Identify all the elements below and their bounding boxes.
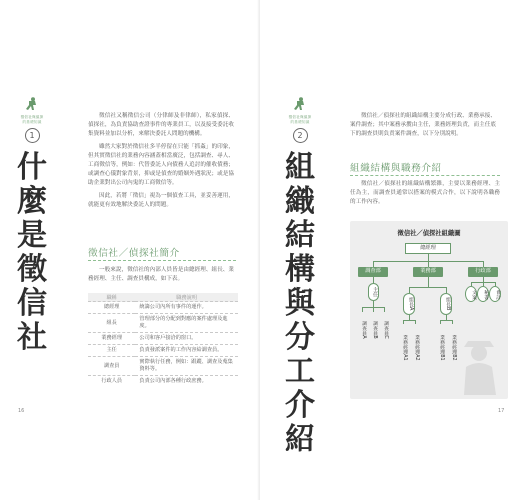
node-investigator-c: 調查員C [383,321,388,339]
detective-silhouette-icon [454,327,504,395]
node-staff-a2: 業務經理A2 [414,335,419,361]
connector [373,307,374,312]
detective-running-icon [292,97,308,111]
section-title: 組織結構與職務介紹 [350,163,442,174]
section-divider [350,175,500,176]
connector [428,254,429,261]
page-number: 17 [498,408,505,414]
node-staff-b1: 業務經理B1 [439,335,444,361]
paragraph: 雖然大家對於徵信社多半停留在只能「抓姦」的印象，但其實徵信社的業務內容涵蓋相當廣泛，包括調查、尋人、工商徵信等，例如：代替委託人向債務人追討的催收債務；或調查心儀對象背景，抑或是偵查的婚姻外遇狀況；或是協助企業對出公司內鬼的工商徵信等。 [88,143,234,187]
connector [409,287,447,288]
section-divider [88,260,236,261]
connector [415,320,416,324]
chapter-runner-top: 徵信社與偵探 [20,115,44,119]
paragraph: 徵信社／偵探社的組織結構主要分成行政、業務承接、案件調查；其中案務承攬由主任，業務經理負責，而主任底下的調查員則負責案件調查，以下分別說明。 [350,113,496,138]
node-ceo: 總經理 [405,243,451,254]
node-admin-accountant: 會計 [489,286,501,302]
duty-cell: 管理部分的分配到對應的案件處理及進度。 [135,314,238,333]
connector [384,307,385,312]
chapter-number: 2 [293,128,308,143]
role-cell: 調查員 [88,357,135,376]
role-cell: 業務經理 [88,333,135,345]
table-row [88,357,238,376]
connector [403,320,404,324]
node-investigator-b: 調查員B [372,321,377,339]
table-row [88,314,238,333]
duty-cell: 負責公司內部各種行政庶務。 [135,376,238,388]
chapter-runner-bottom: 的基礎知識 [22,120,42,124]
intro-text [88,112,234,213]
chapter-vertical-title: 組織結構與分工介紹 [285,150,315,457]
role-cell: 總經理 [88,302,135,314]
chapter-runner-top: 徵信社與偵探 [288,115,312,119]
section-intro [350,180,500,211]
duty-cell: 統籌公司內所有事件的運作。 [135,302,238,314]
detective-running-icon [24,97,40,111]
section-title: 徵信社／偵探社簡介 [88,248,180,259]
table-header-duty: 職務說明 [135,293,238,302]
org-chart [350,221,508,399]
page-number: 16 [18,408,25,414]
connector [373,261,484,262]
node-supervisor: 主任 [368,283,379,301]
connector [452,320,453,324]
table-row [88,376,238,388]
role-cell: 行政人員 [88,376,135,388]
org-chart-title: 徵信社／偵探社組織圖 [397,230,461,237]
paragraph: 徵信社又稱徵信公司（分律師及非律師），私家偵探、偵探社，為負責協助查證事件的專業員工，以及接受委託收集資料並加以分析，來解決委託人問題的機構。 [88,113,234,138]
role-cell: 主任 [88,345,135,357]
node-dept-admin: 行政部 [468,267,498,277]
node-staff-b2: 業務經理B2 [451,335,456,361]
node-staff-a1: 業務經理A1 [402,335,407,361]
table-header-role: 職稱 [88,293,135,302]
roles-table [88,293,238,387]
chapter-vertical-title: 什麼是徵信社 [17,150,47,355]
connector [440,320,441,324]
node-group-lead-b: 組長B [440,293,452,315]
org-intro-text [350,112,496,143]
connector [428,277,429,287]
connector [362,307,363,312]
node-admin-secretary: 秘書 [477,286,489,302]
section-intro [88,266,234,287]
duty-cell: 實際執行任務，例如：跟蹤、調查及蒐集資料等。 [135,357,238,376]
node-investigator-a: 調查員A [361,321,366,339]
duty-cell: 公司和客戶接洽的窗口。 [135,333,238,345]
node-admin-copywriter: 文案 [465,286,477,302]
table-row [88,345,238,357]
role-cell: 組長 [88,314,135,333]
chapter-runner-bottom: 的基礎知識 [290,120,310,124]
duty-cell: 負責發派案件的工作內容給調查員。 [135,345,238,357]
node-dept-business: 業務部 [413,267,443,277]
node-group-lead-a: 組長A [403,293,415,315]
left-sidebar [12,96,52,355]
paragraph: 一般來說，徵信社的內部人員皆是由總經理、組長、業務經理、主任、調查員構成，如下表。 [88,267,234,283]
table-row [88,302,238,314]
paragraph: 徵信社／偵探社的組織結構繁雜，主要以業務經理、主任為主，而調查員通常以搭案的模式合作，以下說明各職務的工作內容。 [350,181,500,206]
paragraph: 因此，若將「徵信」視為一個偵查工具，並妥善運用，就能更有效地解決委託人的問題。 [88,192,234,208]
right-sidebar [280,96,320,457]
node-dept-investigation: 調查部 [358,267,388,277]
chapter-number: 1 [25,128,40,143]
table-row [88,333,238,345]
